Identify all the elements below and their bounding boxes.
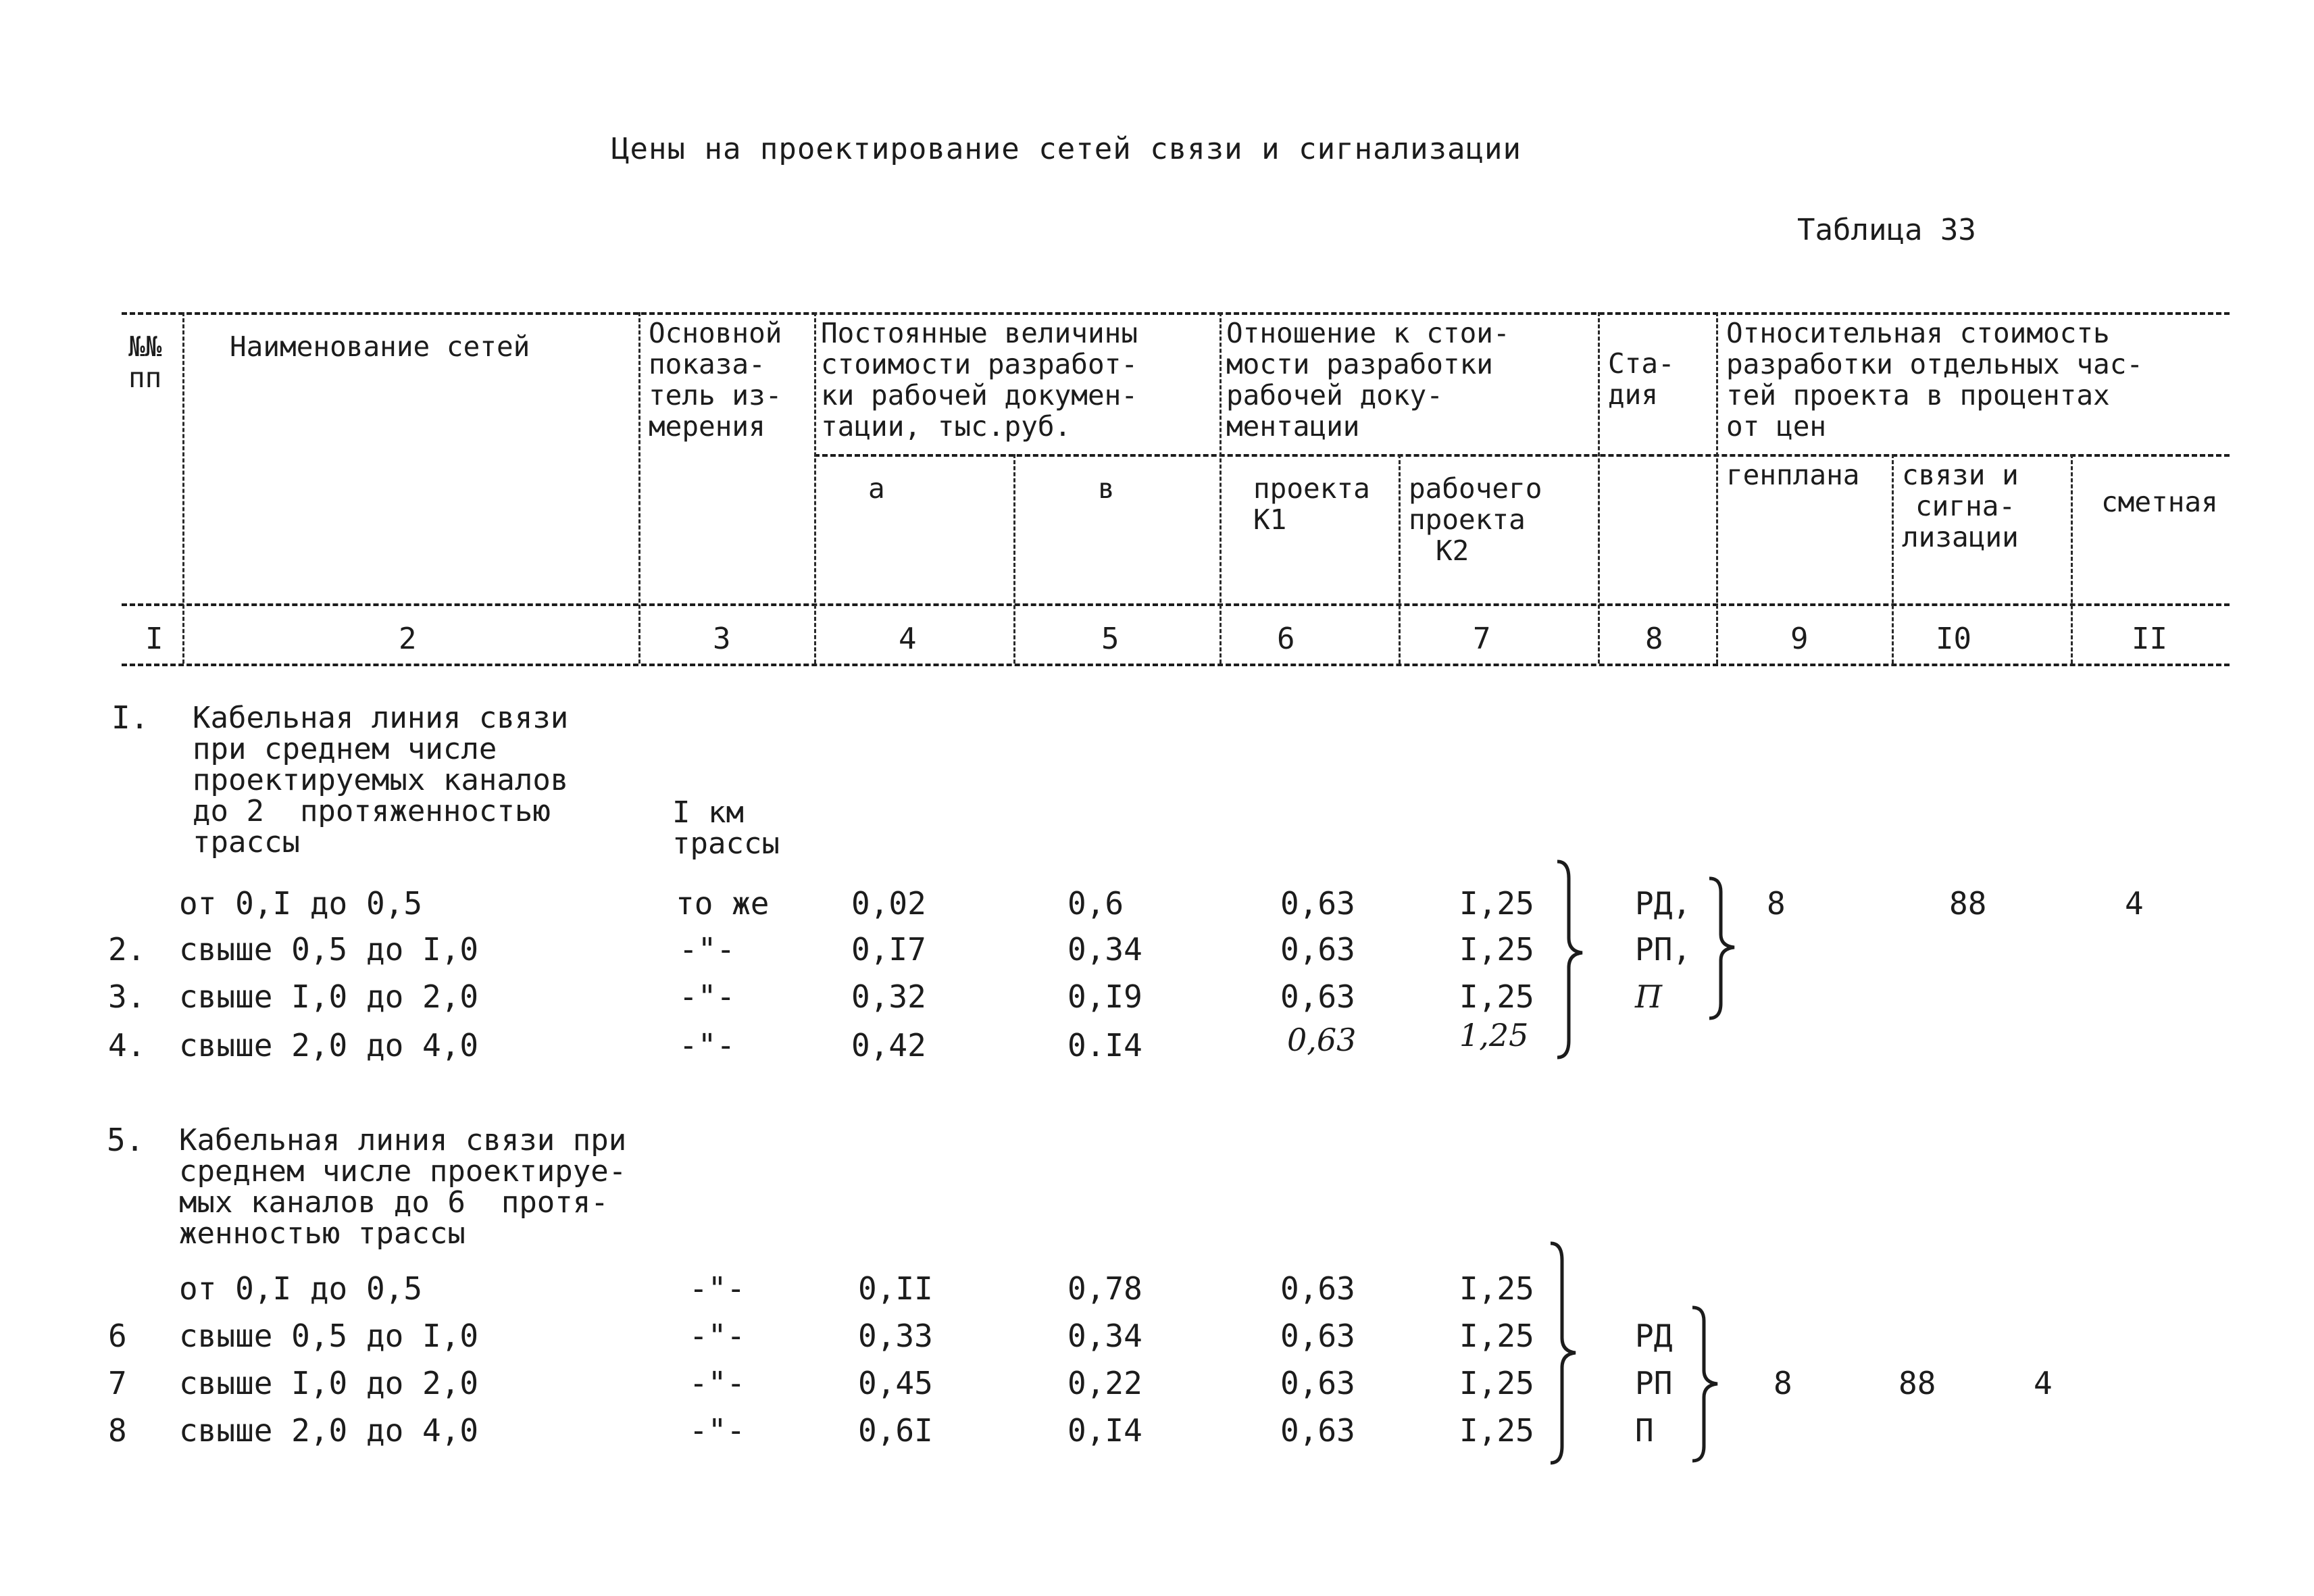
col-number: I0 <box>1936 622 1971 656</box>
section2-number: 5. <box>107 1122 145 1158</box>
genplan-value: 8 <box>1774 1365 1792 1401</box>
header-col1: №№ пп <box>128 330 162 394</box>
header-col4: а <box>868 472 885 505</box>
stage-label: РД <box>1635 1318 1673 1354</box>
row-k1: 0,63 <box>1280 1318 1355 1354</box>
header-bottom-rule <box>122 603 2230 606</box>
header-vline <box>1716 312 1718 664</box>
row-k2: I,25 <box>1459 1412 1534 1449</box>
svyaz-value: 88 <box>1898 1365 1936 1401</box>
row-k2: I,25 <box>1459 1270 1534 1307</box>
row-number: 2. <box>108 931 146 968</box>
header-col5: в <box>1098 472 1115 505</box>
col-number: 6 <box>1277 622 1295 656</box>
stage-brace <box>1706 875 1746 1024</box>
row-name: от 0,I до 0,5 <box>179 885 423 922</box>
col-number: 2 <box>399 622 417 656</box>
row-b: 0.I4 <box>1067 1027 1142 1064</box>
header-vline <box>1399 454 1401 664</box>
row-unit: -"- <box>679 1027 736 1064</box>
row-number: 3. <box>108 978 146 1015</box>
header-vline <box>1892 454 1894 664</box>
page-title: Цены на проектирование сетей связи и сигнализации <box>611 132 1522 166</box>
row-a: 0,32 <box>851 978 926 1015</box>
header-vline <box>1219 312 1222 664</box>
row-k1: 0,63 <box>1287 1022 1357 1058</box>
row-a: 0,33 <box>858 1318 933 1354</box>
row-b: 0,6 <box>1067 885 1124 922</box>
row-a: 0,II <box>858 1270 933 1307</box>
section1-name: Кабельная линия связи при среднем числе проектируемых каналов до 2 протяженностью трассы <box>193 701 569 859</box>
row-number: 8 <box>108 1412 127 1449</box>
row-unit: -"- <box>689 1412 746 1449</box>
header-col8: Ста- дия <box>1608 347 1675 411</box>
row-k2: I,25 <box>1459 885 1534 922</box>
row-k1: 0,63 <box>1280 978 1355 1015</box>
row-a: 0,02 <box>851 885 926 922</box>
row-unit: -"- <box>679 931 736 968</box>
row-k2: I,25 <box>1459 1318 1534 1354</box>
smetnaya-value: 4 <box>2034 1365 2053 1401</box>
stage-label: П <box>1635 978 1663 1015</box>
header-mid-rule <box>814 454 2230 457</box>
row-b: 0,34 <box>1067 1318 1142 1354</box>
row-k2: I,25 <box>1459 978 1534 1015</box>
k-brace <box>1554 858 1594 1061</box>
header-vline <box>182 312 184 664</box>
header-vline <box>2071 454 2073 664</box>
header-top-rule <box>122 312 2230 315</box>
col-number: 5 <box>1101 622 1120 656</box>
header-vline <box>638 312 640 664</box>
numbers-rule <box>122 664 2230 666</box>
col-number: 4 <box>899 622 917 656</box>
row-k2: I,25 <box>1459 931 1534 968</box>
row-a: 0,6I <box>858 1412 933 1449</box>
row-k1: 0,63 <box>1280 885 1355 922</box>
row-k2: I,25 <box>1459 1365 1534 1401</box>
row-unit: -"- <box>689 1318 746 1354</box>
genplan-value: 8 <box>1767 885 1786 922</box>
row-a: 0,45 <box>858 1365 933 1401</box>
header-vline <box>1013 454 1015 664</box>
col-number: 3 <box>713 622 731 656</box>
smetnaya-value: 4 <box>2125 885 2144 922</box>
header-group-rel: Относительная стоимость разработки отдельных час- тей проекта в процентах от цен <box>1726 317 2144 443</box>
k-brace <box>1547 1240 1588 1470</box>
table-number: Таблица 33 <box>1797 213 1976 247</box>
col-number: 8 <box>1645 622 1663 656</box>
row-b: 0,I9 <box>1067 978 1142 1015</box>
row-name: свыше 2,0 до 4,0 <box>179 1412 479 1449</box>
header-group-ratio: Отношение к стои- мости разработки рабочей доку- ментации <box>1226 317 1510 443</box>
header-col11: сметная <box>2101 486 2218 518</box>
row-k2: 1,25 <box>1459 1017 1529 1053</box>
row-name: свыше I,0 до 2,0 <box>179 1365 479 1401</box>
svyaz-value: 88 <box>1949 885 1987 922</box>
row-number: I. <box>111 699 149 736</box>
header-col2: Наименование сетей <box>230 330 530 363</box>
stage-label: РП, <box>1635 931 1692 968</box>
header-col6: проекта К1 <box>1253 472 1370 536</box>
stage-brace <box>1689 1304 1730 1466</box>
header-group-const: Постоянные величины стоимости разработ- ки рабочей докумен- тации, тыс.руб. <box>821 317 1138 443</box>
col-number: II <box>2132 622 2167 656</box>
row-number: 7 <box>108 1365 127 1401</box>
row-b: 0,22 <box>1067 1365 1142 1401</box>
col-number: I <box>145 622 164 656</box>
stage-label: РД, <box>1635 885 1692 922</box>
header-vline <box>814 312 816 664</box>
row-b: 0,I4 <box>1067 1412 1142 1449</box>
row-k1: 0,63 <box>1280 931 1355 968</box>
row-unit: -"- <box>679 978 736 1015</box>
row-number: 6 <box>108 1318 127 1354</box>
row-name: свыше 0,5 до I,0 <box>179 1318 479 1354</box>
section1-unit: I км трассы <box>672 795 780 861</box>
row-unit: -"- <box>689 1365 746 1401</box>
row-b: 0,34 <box>1067 931 1142 968</box>
row-k1: 0,63 <box>1280 1365 1355 1401</box>
row-unit: -"- <box>689 1270 746 1307</box>
stage-label: РП <box>1635 1365 1673 1401</box>
header-vline <box>1598 312 1600 664</box>
row-k1: 0,63 <box>1280 1412 1355 1449</box>
row-name: от 0,I до 0,5 <box>179 1270 423 1307</box>
row-b: 0,78 <box>1067 1270 1142 1307</box>
row-k1: 0,63 <box>1280 1270 1355 1307</box>
row-a: 0,42 <box>851 1027 926 1064</box>
col-number: 9 <box>1790 622 1809 656</box>
row-name: свыше I,0 до 2,0 <box>179 978 479 1015</box>
stage-label: П <box>1635 1412 1654 1449</box>
section2-name: Кабельная линия связи при среднем числе проектируе- мых каналов до 6 протя- женностью трассы <box>179 1123 627 1251</box>
row-number: 4. <box>108 1027 146 1064</box>
row-name: свыше 0,5 до I,0 <box>179 931 479 968</box>
col-number: 7 <box>1473 622 1491 656</box>
header-col9: генплана <box>1726 459 1860 491</box>
header-col7: рабочего проекта К2 <box>1409 472 1542 567</box>
header-col10: связи и сигна- лизации <box>1902 459 2019 553</box>
row-name: свыше 2,0 до 4,0 <box>179 1027 479 1064</box>
header-col3: Основной показа- тель из- мерения <box>649 317 782 443</box>
row-a: 0,I7 <box>851 931 926 968</box>
row-unit: то же <box>676 885 770 922</box>
